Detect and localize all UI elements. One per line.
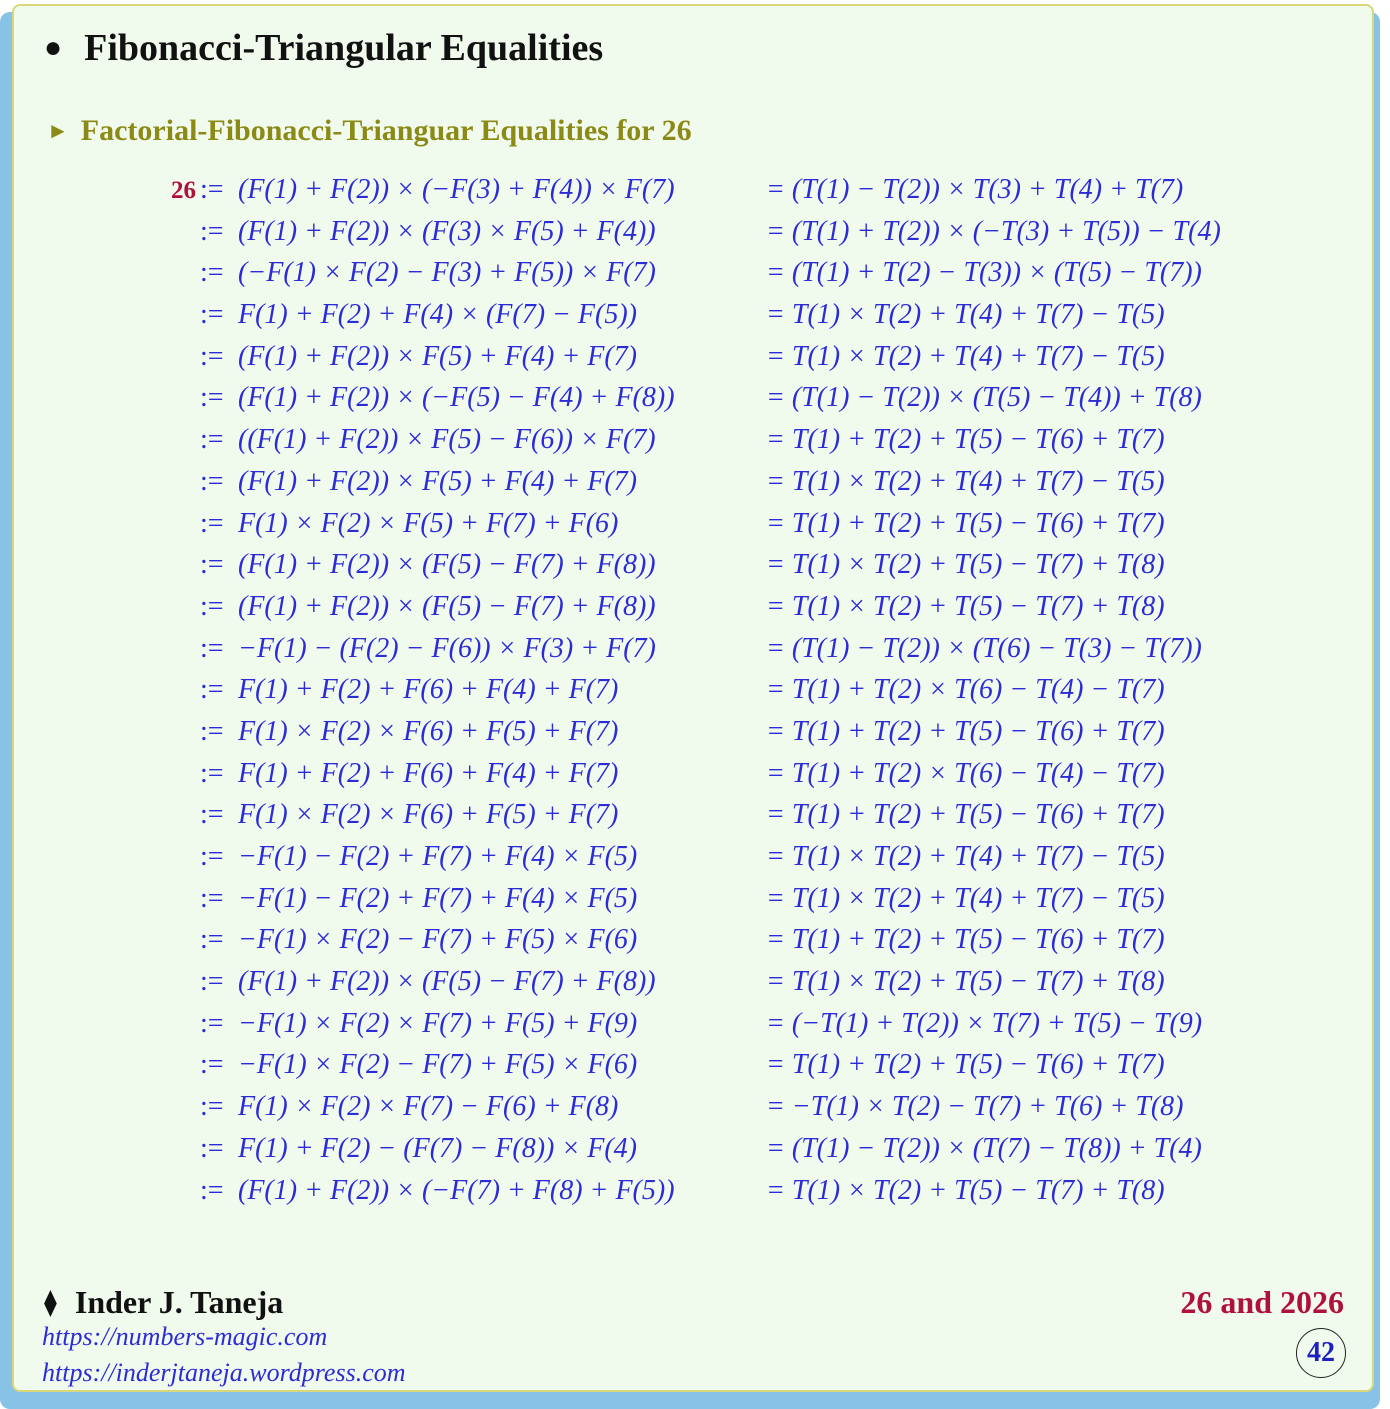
equation-row: [152, 341, 1221, 383]
fibonacci-expression: (F(1) + F(2)) × (F(5) − F(7) + F(8)): [238, 590, 656, 622]
definition-symbol: :=: [200, 424, 224, 456]
triangular-expression: = (T(1) − T(2)) × (T(6) − T(3) − T(7)): [766, 632, 1202, 664]
author: [44, 1284, 283, 1321]
equation-row: [152, 257, 1221, 299]
triangular-expression: = T(1) × T(2) + T(4) + T(7) − T(5): [766, 882, 1165, 914]
title-text: Fibonacci-Triangular Equalities: [84, 27, 604, 69]
equation-row: [152, 1091, 1221, 1133]
fibonacci-expression: −F(1) − F(2) + F(7) + F(4) × F(5): [238, 882, 638, 914]
triangular-expression: = T(1) × T(2) + T(5) − T(7) + T(8): [766, 1174, 1165, 1206]
equation-row: [152, 174, 1221, 216]
definition-symbol: :=: [200, 299, 224, 331]
fibonacci-expression: −F(1) × F(2) − F(7) + F(5) × F(6): [238, 1049, 638, 1081]
triangular-expression: = T(1) + T(2) + T(5) − T(6) + T(7): [766, 715, 1165, 747]
definition-symbol: :=: [200, 174, 224, 205]
subtitle-text: Factorial-Fibonacci-Trianguar Equalities for 26: [80, 114, 692, 147]
equation-row: [152, 591, 1221, 633]
equation-row: [152, 1008, 1221, 1050]
equation-row: [152, 216, 1221, 258]
equation-number: 26: [171, 177, 196, 204]
definition-symbol: :=: [200, 507, 224, 539]
equation-row: [152, 424, 1221, 466]
slide: [12, 4, 1374, 1392]
fibonacci-expression: (F(1) + F(2)) × (F(3) × F(5) + F(4)): [238, 215, 656, 247]
fibonacci-expression: F(1) × F(2) × F(6) + F(5) + F(7): [238, 715, 619, 747]
fibonacci-expression: −F(1) × F(2) − F(7) + F(5) × F(6): [238, 924, 638, 956]
triangular-expression: = T(1) + T(2) + T(5) − T(6) + T(7): [766, 1049, 1165, 1081]
triangular-expression: = T(1) + T(2) + T(5) − T(6) + T(7): [766, 507, 1165, 539]
fibonacci-expression: (F(1) + F(2)) × (−F(7) + F(8) + F(5)): [238, 1174, 675, 1206]
equation-row: [152, 299, 1221, 341]
fibonacci-expression: F(1) × F(2) × F(7) − F(6) + F(8): [238, 1091, 619, 1123]
section-subtitle: [47, 114, 692, 148]
equation-row: [152, 799, 1221, 841]
definition-symbol: :=: [200, 757, 224, 789]
triangular-expression: = T(1) × T(2) + T(4) + T(7) − T(5): [766, 299, 1165, 331]
triangular-expression: = (T(1) − T(2)) × (T(7) − T(8)) + T(4): [766, 1132, 1202, 1164]
equation-row: [152, 674, 1221, 716]
fibonacci-expression: F(1) + F(2) + F(6) + F(4) + F(7): [238, 757, 619, 789]
fibonacci-expression: F(1) × F(2) × F(6) + F(5) + F(7): [238, 799, 619, 831]
triangular-expression: = T(1) + T(2) + T(5) − T(6) + T(7): [766, 924, 1165, 956]
definition-symbol: :=: [200, 715, 224, 747]
fibonacci-expression: F(1) × F(2) × F(5) + F(7) + F(6): [238, 507, 619, 539]
definition-symbol: :=: [200, 841, 224, 872]
fibonacci-expression: −F(1) − F(2) + F(7) + F(4) × F(5): [238, 841, 638, 872]
fibonacci-expression: (−F(1) × F(2) − F(3) + F(5)) × F(7): [238, 257, 656, 289]
definition-symbol: :=: [200, 1049, 224, 1081]
triangular-expression: = T(1) + T(2) + T(5) − T(6) + T(7): [766, 799, 1165, 831]
triangular-expression: = (T(1) + T(2)) × (−T(3) + T(5)) − T(4): [766, 215, 1221, 247]
fibonacci-expression: F(1) + F(2) + F(4) × (F(7) − F(5)): [238, 299, 637, 331]
fibonacci-expression: F(1) + F(2) − (F(7) − F(8)) × F(4): [238, 1132, 637, 1164]
equation-row: [152, 633, 1221, 675]
definition-symbol: :=: [200, 1091, 224, 1123]
fibonacci-expression: −F(1) − (F(2) − F(6)) × F(3) + F(7): [238, 632, 656, 664]
triangular-expression: = T(1) + T(2) × T(6) − T(4) − T(7): [766, 674, 1165, 706]
definition-symbol: :=: [200, 382, 224, 414]
definition-symbol: :=: [200, 674, 224, 706]
definition-symbol: :=: [200, 549, 224, 581]
triangular-expression: = T(1) × T(2) + T(5) − T(7) + T(8): [766, 549, 1165, 581]
definition-symbol: :=: [200, 924, 224, 956]
website-link-1[interactable]: https://numbers-magic.com: [42, 1322, 328, 1351]
triangular-expression: = T(1) × T(2) + T(4) + T(7) − T(5): [766, 465, 1165, 497]
definition-symbol: :=: [200, 340, 224, 372]
triangular-expression: = −T(1) × T(2) − T(7) + T(6) + T(8): [766, 1091, 1184, 1123]
fibonacci-expression: −F(1) × F(2) × F(7) + F(5) + F(9): [238, 1007, 638, 1039]
definition-symbol: :=: [200, 590, 224, 622]
fibonacci-expression: (F(1) + F(2)) × (F(5) − F(7) + F(8)): [238, 549, 656, 581]
triangle-marker-icon: ►: [47, 118, 69, 143]
equation-list: [152, 174, 1221, 1216]
triangular-expression: = T(1) × T(2) + T(4) + T(7) − T(5): [766, 841, 1165, 872]
definition-symbol: :=: [200, 215, 224, 247]
fibonacci-expression: F(1) + F(2) + F(6) + F(4) + F(7): [238, 674, 619, 706]
definition-symbol: :=: [200, 966, 224, 998]
equation-row: [152, 466, 1221, 508]
fibonacci-expression: (F(1) + F(2)) × F(5) + F(4) + F(7): [238, 465, 637, 497]
fibonacci-expression: ((F(1) + F(2)) × F(5) − F(6)) × F(7): [238, 424, 656, 456]
triangular-expression: = T(1) × T(2) + T(5) − T(7) + T(8): [766, 966, 1165, 998]
diamond-icon: ⧫: [44, 1287, 57, 1317]
equation-row: [152, 1133, 1221, 1175]
equation-row: [152, 883, 1221, 925]
equation-row: [152, 382, 1221, 424]
definition-symbol: :=: [200, 799, 224, 831]
equation-row: [152, 508, 1221, 550]
equation-row: [152, 549, 1221, 591]
fibonacci-expression: (F(1) + F(2)) × (F(5) − F(7) + F(8)): [238, 966, 656, 998]
author-name: Inder J. Taneja: [74, 1284, 284, 1320]
definition-symbol: :=: [200, 632, 224, 664]
triangular-expression: = T(1) × T(2) + T(5) − T(7) + T(8): [766, 590, 1165, 622]
definition-symbol: :=: [200, 257, 224, 289]
definition-symbol: :=: [200, 1174, 224, 1206]
triangular-expression: = T(1) × T(2) + T(4) + T(7) − T(5): [766, 340, 1165, 372]
footer-dates: 26 and 2026: [1180, 1284, 1344, 1320]
triangular-expression: = (−T(1) + T(2)) × T(7) + T(5) − T(9): [766, 1007, 1203, 1039]
equation-row: [152, 1175, 1221, 1217]
website-link-2[interactable]: https://inderjtaneja.wordpress.com: [42, 1358, 406, 1387]
definition-symbol: :=: [200, 1007, 224, 1039]
title-bullet: ●: [44, 31, 63, 64]
equation-row: [152, 716, 1221, 758]
fibonacci-expression: (F(1) + F(2)) × (−F(5) − F(4) + F(8)): [238, 382, 675, 414]
fibonacci-expression: (F(1) + F(2)) × F(5) + F(4) + F(7): [238, 340, 637, 372]
triangular-expression: = T(1) + T(2) × T(6) − T(4) − T(7): [766, 757, 1165, 789]
triangular-expression: = (T(1) − T(2)) × (T(5) − T(4)) + T(8): [766, 382, 1202, 414]
page-number: 42: [1296, 1328, 1346, 1378]
definition-symbol: :=: [200, 882, 224, 914]
equation-row: [152, 1049, 1221, 1091]
equation-row: [152, 924, 1221, 966]
definition-symbol: :=: [200, 465, 224, 497]
slide-title: [44, 26, 603, 70]
definition-symbol: :=: [200, 1132, 224, 1164]
fibonacci-expression: (F(1) + F(2)) × (−F(3) + F(4)) × F(7): [238, 174, 675, 205]
triangular-expression: = (T(1) − T(2)) × T(3) + T(4) + T(7): [766, 174, 1184, 205]
equation-row: [152, 966, 1221, 1008]
equation-row: [152, 758, 1221, 800]
triangular-expression: = (T(1) + T(2) − T(3)) × (T(5) − T(7)): [766, 257, 1202, 289]
equation-row: [152, 841, 1221, 883]
triangular-expression: = T(1) + T(2) + T(5) − T(6) + T(7): [766, 424, 1165, 456]
